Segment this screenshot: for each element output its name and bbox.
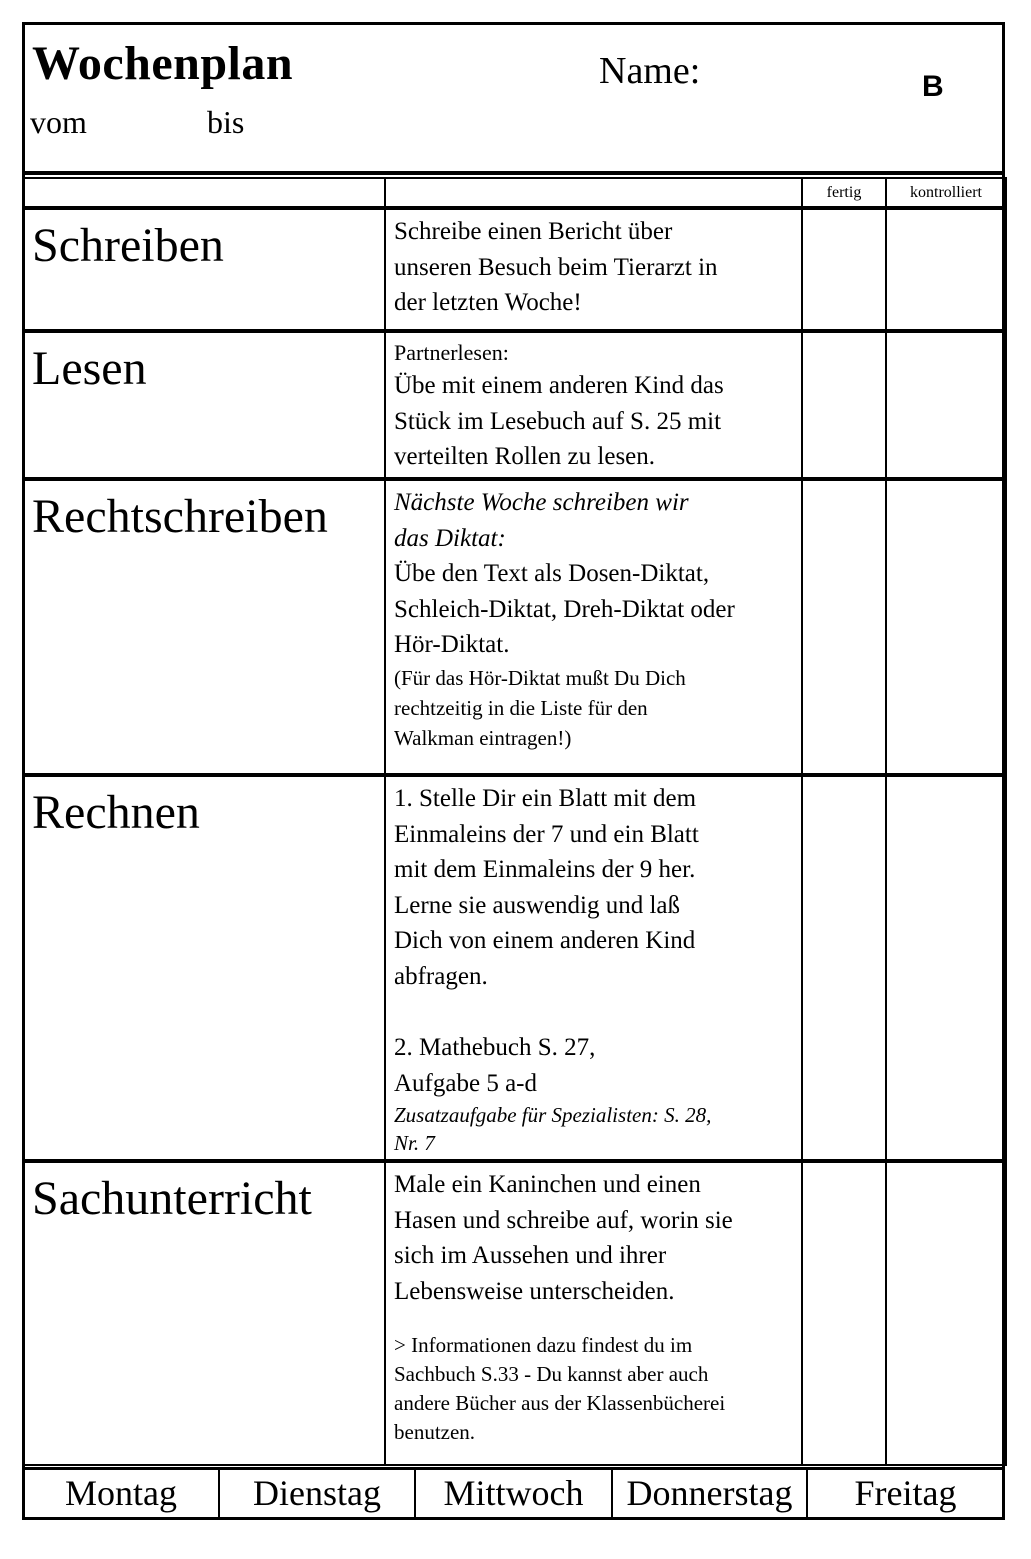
checked-checkbox-lesen[interactable]: [886, 331, 1006, 479]
subject-column-header: [23, 178, 385, 208]
spacer: [394, 1309, 795, 1331]
group-letter: B: [922, 70, 944, 103]
task-note-line: Sachbuch S.33 - Du kannst aber auch: [394, 1361, 709, 1386]
done-checkbox-rechtschreiben[interactable]: [802, 479, 886, 775]
weekday-dienstag[interactable]: Dienstag: [220, 1470, 416, 1517]
task-note-line: Nr. 7: [394, 1131, 435, 1156]
task-line: Nächste Woche schreiben wir: [394, 489, 689, 516]
task-line: verteilten Rollen zu lesen.: [394, 443, 656, 471]
weekday-donnerstag[interactable]: Donnerstag: [613, 1470, 808, 1517]
task-line: mit dem Einmaleins der 9 her.: [394, 856, 696, 883]
task-line: Hör-Diktat.: [394, 631, 510, 658]
name-label: Name:: [599, 50, 701, 92]
task-rechtschreiben: [385, 479, 802, 775]
table-row: [23, 208, 1006, 331]
done-checkbox-sachunterricht[interactable]: [802, 1161, 886, 1465]
spacer: [394, 994, 795, 1030]
task-note-line: andere Bücher aus der Klassenbücherei: [394, 1390, 726, 1415]
task-rechnen: [385, 775, 802, 1161]
done-checkbox-schreiben[interactable]: [802, 208, 886, 331]
task-table: [22, 177, 1007, 1466]
header: [22, 22, 1005, 175]
task-note-line: (Für das Hör-Diktat mußt Du Dich: [394, 665, 686, 690]
task-line: 2. Mathebuch S. 27,: [394, 1034, 596, 1061]
subject-schreiben: Schreiben: [23, 208, 385, 331]
task-line: sich im Aussehen und ihrer: [394, 1242, 667, 1269]
task-line: abfragen.: [394, 962, 488, 990]
weekday-row: [24, 1467, 1003, 1517]
task-note-line: > Informationen dazu findest du im: [394, 1333, 693, 1357]
task-line: das Diktat:: [394, 524, 506, 552]
date-from-label: vom: [30, 104, 87, 140]
subject-lesen: Lesen: [23, 331, 385, 479]
checked-column-header: kontrolliert: [886, 178, 1006, 208]
task-line: Dich von einem anderen Kind: [394, 927, 696, 954]
subject-sachunterricht: Sachunterricht: [23, 1161, 385, 1465]
task-note-line: Zusatzaufgabe für Spezialisten: S. 28,: [394, 1103, 712, 1127]
task-line: Einmaleins der 7 und ein Blatt: [394, 820, 699, 848]
task-line: Lebensweise unterscheiden.: [394, 1277, 675, 1305]
task-sachunterricht: [385, 1161, 802, 1465]
checked-checkbox-rechnen[interactable]: [886, 775, 1006, 1161]
task-line: Hasen und schreibe auf, worin sie: [394, 1206, 733, 1234]
task-line: Aufgabe 5 a-d: [394, 1069, 537, 1097]
table-row: [23, 775, 1006, 1161]
task-line: Übe mit einem anderen Kind das: [394, 372, 724, 400]
task-schreiben: [385, 208, 802, 331]
table-row: [23, 479, 1006, 775]
checked-checkbox-sachunterricht[interactable]: [886, 1161, 1006, 1465]
done-checkbox-lesen[interactable]: [802, 331, 886, 479]
task-line: Male ein Kaninchen und einen: [394, 1171, 701, 1198]
checked-checkbox-schreiben[interactable]: [886, 208, 1006, 331]
table-row: [23, 1161, 1006, 1465]
task-line: Schleich-Diktat, Dreh-Diktat oder: [394, 595, 735, 623]
task-note-line: benutzen.: [394, 1419, 476, 1444]
weekday-mittwoch[interactable]: Mittwoch: [416, 1470, 613, 1517]
task-line: der letzten Woche!: [394, 289, 582, 316]
checked-checkbox-rechtschreiben[interactable]: [886, 479, 1006, 775]
task-line: 1. Stelle Dir ein Blatt mit dem: [394, 785, 697, 812]
table-row: [23, 331, 1006, 479]
task-note-line: Walkman eintragen!): [394, 726, 572, 751]
task-line: Lerne sie auswendig und laß: [394, 891, 681, 919]
page-title: Wochenplan: [32, 37, 294, 90]
task-line: Übe den Text als Dosen-Diktat,: [394, 560, 710, 587]
date-to-label: bis: [207, 104, 245, 140]
task-lesen: [385, 331, 802, 479]
task-note-line: rechtzeitig in die Liste für den: [394, 695, 648, 720]
subject-rechtschreiben: Rechtschreiben: [23, 479, 385, 775]
done-checkbox-rechnen[interactable]: [802, 775, 886, 1161]
task-line: Stück im Lesebuch auf S. 25 mit: [394, 407, 722, 435]
task-line: Schreibe einen Bericht über: [394, 218, 673, 245]
done-column-header: fertig: [802, 178, 886, 208]
weekday-freitag[interactable]: Freitag: [854, 1473, 957, 1513]
subject-rechnen: Rechnen: [23, 775, 385, 1161]
task-line: unseren Besuch beim Tierarzt in: [394, 253, 718, 281]
weekday-montag[interactable]: Montag: [24, 1470, 220, 1517]
task-line: Partnerlesen:: [394, 340, 509, 365]
column-header-row: [23, 178, 1006, 208]
task-column-header: [385, 178, 802, 208]
